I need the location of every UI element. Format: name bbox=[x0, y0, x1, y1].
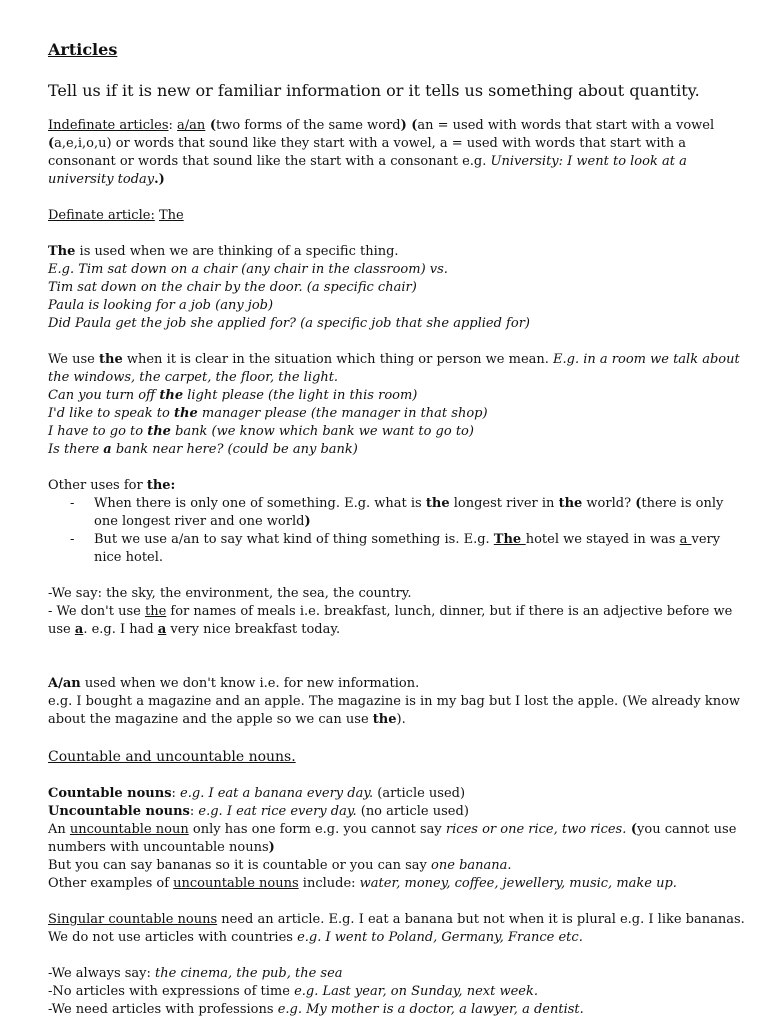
definite-article-heading bbox=[48, 207, 746, 225]
clear-l1a: Can you turn off bbox=[48, 388, 160, 403]
dash-bullet: - bbox=[70, 532, 75, 547]
specific-example-4: Did Paula get the job she applied for? (a specific job that she applied for) bbox=[48, 316, 530, 331]
singular-countable-term: Singular countable nouns bbox=[48, 912, 218, 927]
nouns-un-text: only has one form e.g. you cannot say bbox=[188, 822, 446, 837]
specific-example-1: E.g. Tim sat down on a chair (any chair in the classroom) vs. bbox=[48, 262, 448, 277]
countable-nouns-line bbox=[48, 785, 746, 803]
indefinite-end: .) bbox=[154, 172, 165, 187]
indefinite-text1: two forms of the same word bbox=[216, 118, 401, 133]
nouns-un-paren: ( bbox=[626, 822, 638, 837]
always-a-ex: the cinema, the pub, the sea bbox=[155, 966, 343, 981]
always-a: -We always say: bbox=[48, 966, 156, 981]
time-expressions-line bbox=[48, 983, 746, 1001]
other-uses-heading bbox=[48, 477, 746, 495]
specific-example-3: Paula is looking for a job (any job) bbox=[48, 298, 274, 313]
a-an-line bbox=[48, 675, 746, 693]
other-b1b: longest river in bbox=[449, 496, 559, 511]
list-item bbox=[48, 495, 746, 531]
always-c: -We need articles with professions bbox=[48, 1002, 278, 1017]
uncountable-label: Uncountable nouns bbox=[48, 804, 190, 819]
we-say-line: -We say: the sky, the environment, the sea, the country. bbox=[48, 586, 412, 601]
clear-example-4 bbox=[48, 441, 746, 459]
nouns-un-ex: rices or one rice, two rices. bbox=[445, 822, 627, 837]
a-an-example bbox=[48, 693, 746, 729]
clear-example-2 bbox=[48, 405, 746, 423]
countable-example: e.g. I eat a banana every day. bbox=[180, 786, 374, 801]
other-b1a: When there is only one of something. E.g. what is bbox=[94, 496, 426, 511]
nouns-but: But you can say bananas so it is countable or you can say bbox=[48, 858, 432, 873]
aan-end: ). bbox=[396, 712, 406, 727]
singular-countries: We do not use articles with countries bbox=[48, 930, 298, 945]
nouns-but-ex: one banana. bbox=[431, 858, 512, 873]
clear-example: E.g. in a room we talk about the windows, the carpet, the floor, the light. bbox=[48, 352, 740, 385]
other-b1d: ( bbox=[635, 496, 642, 511]
clear-l2b: manager please (the manager in that shop) bbox=[197, 406, 488, 421]
other-uses-list bbox=[48, 495, 746, 567]
indefinite-paren-close: ) ( bbox=[400, 118, 418, 133]
always-b: -No articles with expressions of time bbox=[48, 984, 295, 999]
clear-l2the: the bbox=[174, 406, 198, 421]
say-l2d: very nice breakfast today. bbox=[166, 622, 341, 637]
say-l2c: . e.g. I had bbox=[83, 622, 158, 637]
clear-l3the: the bbox=[147, 424, 171, 439]
uncountable-note: (no article used) bbox=[356, 804, 469, 819]
clear-l4a: Is there bbox=[48, 442, 104, 457]
clear-a: We use bbox=[48, 352, 99, 367]
other-intro: Other uses for bbox=[48, 478, 147, 493]
list-item bbox=[48, 531, 746, 567]
uncountable-form-line bbox=[48, 821, 746, 857]
indefinite-articles-paragraph bbox=[48, 117, 746, 189]
countable-note: (article used) bbox=[373, 786, 466, 801]
countries-line bbox=[48, 929, 746, 947]
aan-ex: e.g. I bought a magazine and an apple. The magazine is in my bag but I lost the apple. (We already know about the magazine and the apple so we can use bbox=[48, 694, 741, 727]
uncountable-noun-term: uncountable noun bbox=[69, 822, 189, 837]
always-say-line bbox=[48, 965, 746, 983]
nouns-un-note: you cannot use numbers with uncountable nouns bbox=[48, 822, 737, 855]
say-l2a-bold: a bbox=[74, 622, 84, 637]
page-title: Articles bbox=[48, 40, 118, 59]
nouns-other-ex: water, money, coffee, jewellery, music, make up. bbox=[359, 876, 677, 891]
clear-l3b: bank (we know which bank we want to go to) bbox=[170, 424, 474, 439]
clear-example-3 bbox=[48, 423, 746, 441]
uncountable-nouns-term: uncountable nouns bbox=[173, 876, 299, 891]
indefinite-paren-open: ( bbox=[205, 118, 216, 133]
other-examples-line bbox=[48, 875, 746, 893]
singular-countries-ex: e.g. I went to Poland, Germany, France etc. bbox=[297, 930, 583, 945]
indefinite-text5: ) or words that sound like they start with a vowel, a = used with words that start with a consonant or words that sound like the start with a consonant e.g. bbox=[48, 136, 686, 169]
clear-l4b: bank near here? (could be any bank) bbox=[111, 442, 358, 457]
other-b2the: The bbox=[493, 532, 526, 547]
indefinite-colon: : bbox=[168, 118, 178, 133]
uncountable-example: e.g. I eat rice every day. bbox=[198, 804, 357, 819]
dash-bullet: - bbox=[70, 496, 75, 511]
countable-label: Countable nouns bbox=[48, 786, 172, 801]
say-l2b: for names of meals i.e. breakfast, lunch, dinner, but if there is an adjective before we use bbox=[48, 604, 733, 637]
clear-l1the: the bbox=[159, 388, 184, 403]
definite-label: Definate article: bbox=[48, 208, 155, 223]
other-b2a-u: a bbox=[679, 532, 692, 547]
other-b2c: very nice hotel. bbox=[94, 532, 721, 565]
nouns-other-a: Other examples of bbox=[48, 876, 174, 891]
nouns-heading: Countable and uncountable nouns. bbox=[48, 749, 296, 765]
singular-text: need an article. E.g. I eat a banana but not when it is plural e.g. I like bananas. bbox=[217, 912, 745, 927]
clear-l4a-bold: a bbox=[103, 442, 112, 457]
specific-the: The bbox=[48, 244, 76, 259]
indefinite-example: University: I went to look at a university today bbox=[48, 154, 687, 187]
always-c-ex: e.g. My mother is a doctor, a lawyer, a dentist. bbox=[277, 1002, 584, 1017]
clear-b: when it is clear in the situation which thing or person we mean. bbox=[122, 352, 554, 367]
indefinite-vowels: a,e,i,o,u bbox=[54, 136, 107, 151]
page-subtitle: Tell us if it is new or familiar information or it tells us something about quantity. bbox=[48, 81, 700, 100]
aan-the: the bbox=[372, 712, 397, 727]
clear-example-1 bbox=[48, 387, 746, 405]
clear-l3a: I have to go to bbox=[48, 424, 148, 439]
singular-countable-line bbox=[48, 911, 746, 929]
say-l2a: - We don't use bbox=[48, 604, 145, 619]
always-b-ex: e.g. Last year, on Sunday, next week. bbox=[294, 984, 538, 999]
specific-thing-line bbox=[48, 243, 746, 261]
say-l2the: the bbox=[144, 604, 167, 619]
clear-l2a: I'd like to speak to bbox=[48, 406, 174, 421]
bananas-line bbox=[48, 857, 746, 875]
clear-situation-paragraph bbox=[48, 351, 746, 387]
uncountable-colon: : bbox=[189, 804, 199, 819]
clear-the: the bbox=[99, 352, 123, 367]
meals-line bbox=[48, 603, 746, 639]
other-b1the2: the bbox=[558, 496, 583, 511]
other-b2b: hotel we stayed in was bbox=[525, 532, 680, 547]
other-b1e: there is only one longest river and one world bbox=[94, 496, 724, 529]
nouns-un-close: ) bbox=[268, 840, 275, 855]
nouns-other-b: include: bbox=[298, 876, 360, 891]
indefinite-label: Indefinate articles bbox=[48, 118, 169, 133]
definite-form: The bbox=[158, 208, 184, 223]
indefinite-text3: ( bbox=[48, 136, 55, 151]
other-b1c: world? bbox=[582, 496, 636, 511]
nouns-an: An bbox=[48, 822, 70, 837]
specific-text: is used when we are thinking of a specific thing. bbox=[75, 244, 399, 259]
other-b1the: the bbox=[425, 496, 450, 511]
other-the: the: bbox=[146, 478, 176, 493]
uncountable-nouns-line bbox=[48, 803, 746, 821]
document-body bbox=[48, 39, 746, 1019]
other-b1f: ) bbox=[304, 514, 311, 529]
clear-l1b: light please (the light in this room) bbox=[183, 388, 418, 403]
aan-label: A/an bbox=[48, 676, 81, 691]
countable-colon: : bbox=[171, 786, 181, 801]
indefinite-form: a/an bbox=[177, 118, 206, 133]
specific-example-2: Tim sat down on the chair by the door. (a specific chair) bbox=[48, 280, 417, 295]
other-b2a: But we use a/an to say what kind of thing something is. E.g. bbox=[94, 532, 494, 547]
aan-text: used when we don't know i.e. for new information. bbox=[80, 676, 420, 691]
professions-line bbox=[48, 1001, 746, 1019]
say-l2a-bold2: a bbox=[157, 622, 167, 637]
indefinite-text2: an = used with words that start with a vowel bbox=[417, 118, 715, 133]
